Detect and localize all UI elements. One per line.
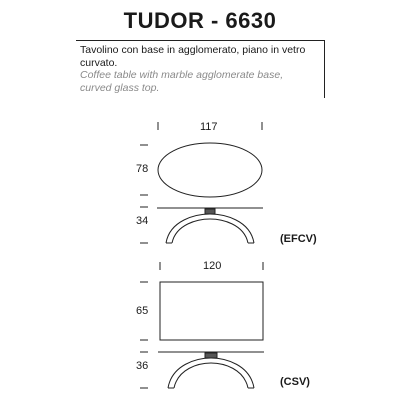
csv-height-label: 36 bbox=[136, 360, 149, 372]
description-italian-line-1: Tavolino con base in agglomerato, piano in vetro bbox=[80, 44, 306, 56]
efcv-depth-label: 78 bbox=[136, 163, 149, 175]
efcv-width-label: 117 bbox=[200, 121, 218, 133]
efcv-oval-top-view bbox=[158, 143, 262, 197]
csv-depth-label: 65 bbox=[136, 305, 149, 317]
csv-side-view bbox=[158, 352, 264, 388]
csv-rectangle-top-view bbox=[160, 282, 263, 340]
efcv-code: (EFCV) bbox=[280, 233, 317, 245]
product-title: TUDOR - 6630 bbox=[123, 8, 277, 33]
csv-width-label: 120 bbox=[203, 260, 222, 272]
efcv-height-label: 34 bbox=[136, 215, 149, 227]
efcv-side-view bbox=[157, 208, 263, 243]
description-italian-line-2: curvato. bbox=[80, 56, 118, 69]
csv-code: (CSV) bbox=[280, 376, 310, 388]
description-english-line-1: Coffee table with marble agglomerate base, bbox=[80, 69, 284, 81]
description-english-line-2: curved glass top. bbox=[80, 81, 160, 94]
